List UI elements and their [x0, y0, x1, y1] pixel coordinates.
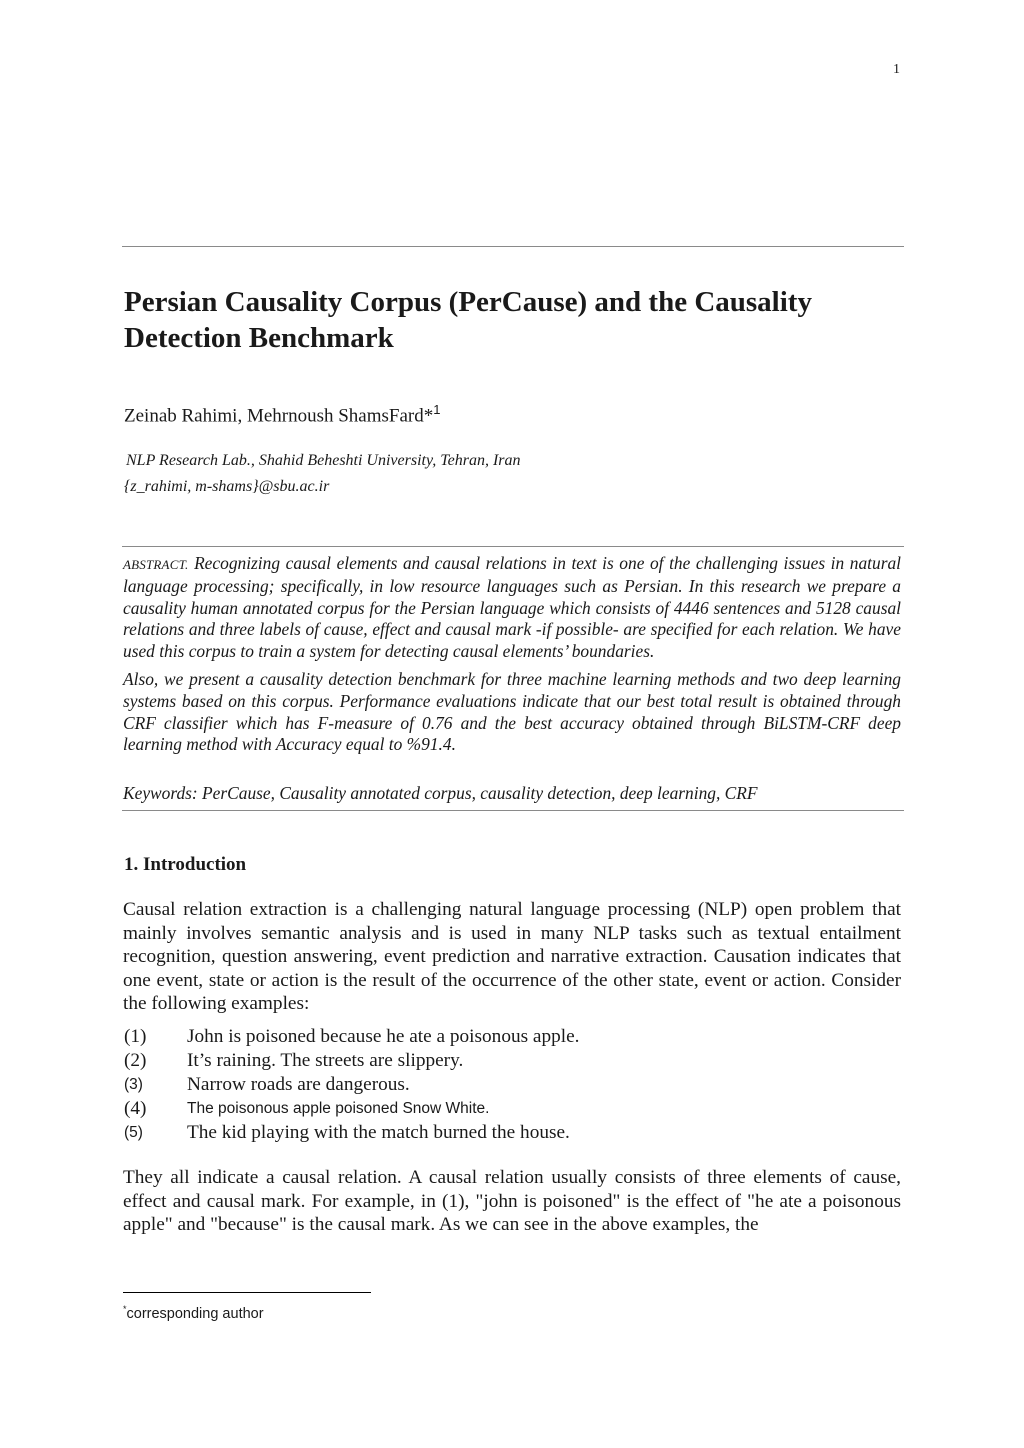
page-number: 1: [893, 62, 900, 77]
author-footnote-mark: 1: [433, 402, 441, 417]
example-text: John is poisoned because he ate a poisonous apple.: [187, 1026, 580, 1047]
example-text: Narrow roads are dangerous.: [187, 1074, 410, 1095]
author-names: Zeinab Rahimi, Mehrnoush ShamsFard*: [124, 405, 434, 427]
abstract: [123, 553, 901, 762]
author-line: [124, 402, 440, 427]
abstract-paragraph-2: Also, we present a causality detection benchmark for three machine learning methods and two deep learning systems based on this corpus. Performance evaluations indicate that our best total result is obtained through CRF classifier which has F-measure of 0.76 and the best accuracy obtained through BiLSTM-CRF deep learning method with Accuracy equal to %91.4.: [123, 668, 901, 755]
footnote-divider: [123, 1292, 371, 1293]
example-text: The poisonous apple poisoned Snow White.: [187, 1100, 490, 1117]
top-divider: [122, 246, 904, 247]
abstract-bottom-divider: [122, 810, 904, 811]
abstract-top-divider: [122, 546, 904, 547]
section-heading: 1. Introduction: [124, 854, 247, 875]
intro-paragraph-2: They all indicate a causal relation. A causal relation usually consists of three elements of cause, effect and causal mark. For example, in (1), "john is poisoned" is the effect of "he ate a poisonous apple" and "because" is the causal mark. As we can see in the above examples, the: [123, 1167, 901, 1235]
abstract-label: ABSTRACT.: [123, 557, 189, 572]
footnote-mark: *: [123, 1304, 127, 1314]
example-number: (3): [124, 1076, 143, 1093]
abstract-text-1: Recognizing causal elements and causal relations in text is one of the challenging issues in natural language processing; specifically, in low resource languages such as Persian. In this research we prepare a causality human annotated corpus for the Persian language which consists of 4446 sentences and 5128 causal relations and three labels of cause, effect and causal mark -if possible- are specified for each relation. We have used this corpus to train a system for detecting causal elements’ boundaries.: [123, 553, 901, 662]
example-number: (5): [124, 1124, 143, 1141]
intro-paragraph-1: Causal relation extraction is a challenging natural language processing (NLP) open problem that mainly involves semantic analysis and is used in many NLP tasks such as textual entailment recognition, question answering, event prediction and narrative extraction. Causation indicates that one event, state or action is the result of the occurrence of the other state, event or action. Consider the following examples:: [123, 899, 901, 1014]
example-text: The kid playing with the match burned the house.: [187, 1122, 570, 1143]
example-text: It’s raining. The streets are slippery.: [187, 1050, 464, 1071]
affiliation: NLP Research Lab., Shahid Beheshti University, Tehran, Iran: [126, 452, 521, 469]
keywords: Keywords: PerCause, Causality annotated corpus, causality detection, deep learning, CRF: [123, 783, 758, 803]
example-number: (1): [124, 1026, 147, 1047]
abstract-paragraph-1: [123, 553, 901, 663]
footnote: [123, 1304, 264, 1322]
example-number: (2): [124, 1050, 147, 1071]
author-emails: {z_rahimi, m-shams}@sbu.ac.ir: [124, 478, 330, 495]
footnote-text: corresponding author: [126, 1305, 264, 1322]
example-number: (4): [124, 1098, 147, 1119]
paper-title: Persian Causality Corpus (PerCause) and the Causality Detection Benchmark: [124, 286, 812, 354]
